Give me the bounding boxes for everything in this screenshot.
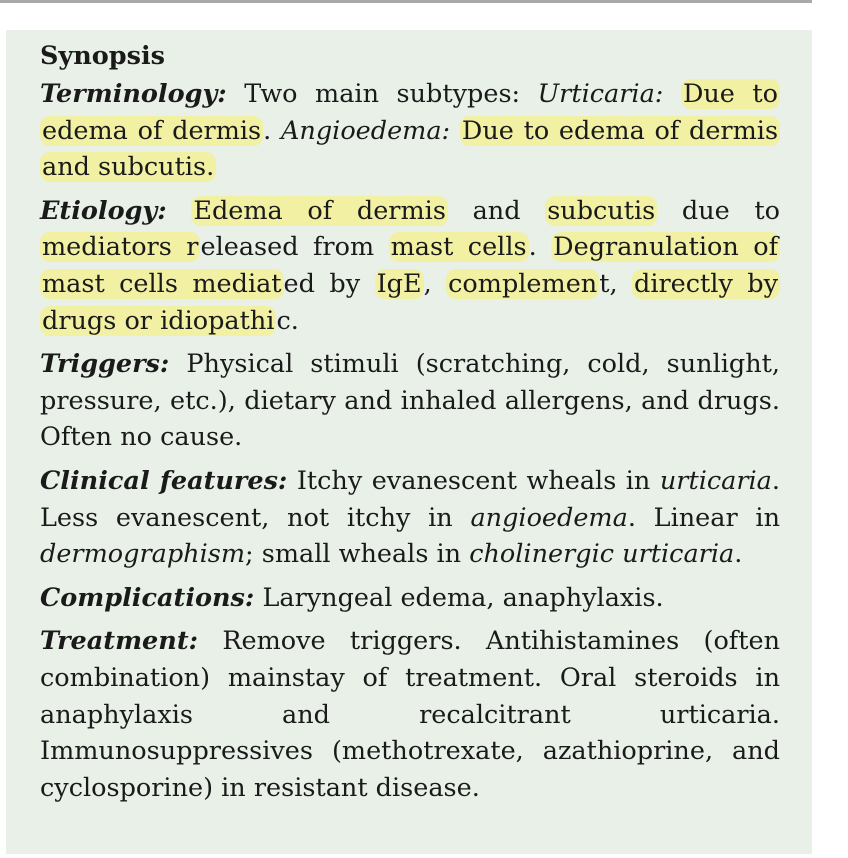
terminology-label: Terminology: <box>40 79 227 109</box>
highlight: subcutis <box>547 195 656 226</box>
etiology-text: , <box>423 268 432 299</box>
clinical-text: . Less evanescent, not itchy in <box>40 465 780 533</box>
etiology-text: and <box>472 195 521 226</box>
highlight: Due to edema of dermis and subcutis. <box>42 115 779 183</box>
urticaria-term: urticaria <box>659 465 772 496</box>
highlight: directly by drugs or idiopathi <box>42 268 779 336</box>
terminology-paragraph <box>40 76 780 186</box>
triggers-paragraph <box>40 346 780 456</box>
cholinergic-urticaria-term: cholinergic urticaria <box>469 539 735 570</box>
clinical-features-paragraph <box>40 463 780 573</box>
terminology-text: . <box>263 115 272 146</box>
highlight: IgE <box>376 268 422 299</box>
top-rule <box>0 0 812 3</box>
etiology-text: eleased from <box>200 232 375 263</box>
treatment-paragraph <box>40 623 780 806</box>
triggers-label: Triggers: <box>40 349 170 380</box>
etiology-label: Etiology: <box>40 195 167 226</box>
complications-text: Laryngeal edema, anaphylaxis. <box>262 582 664 613</box>
highlight: Due to edema of dermis <box>42 79 779 146</box>
etiology-text: ed by <box>283 268 361 299</box>
terminology-text: Two main subtypes: <box>244 79 521 109</box>
etiology-text: t, <box>599 268 618 299</box>
triggers-text: Physical stimuli (scratching, cold, sunlight, pressure, etc.), dietary and inhaled allergens, and drugs. Often no cause. <box>40 349 780 453</box>
highlight: complemen <box>448 268 598 299</box>
urticaria-term: Urticaria: <box>537 79 664 109</box>
clinical-text: . Linear in <box>627 502 780 533</box>
etiology-text: . <box>528 232 537 263</box>
clinical-features-label: Clinical features: <box>40 465 288 496</box>
highlight: mast cells <box>390 232 527 263</box>
angioedema-term: Angioedema: <box>281 115 451 146</box>
highlight: mediators r <box>42 232 199 263</box>
complications-paragraph <box>40 580 780 617</box>
clinical-text: . <box>734 539 743 570</box>
synopsis-content <box>40 38 780 813</box>
angioedema-term: angioedema <box>470 502 628 533</box>
complications-label: Complications: <box>40 582 255 613</box>
synopsis-heading: Synopsis <box>40 41 166 71</box>
treatment-label: Treatment: <box>40 626 199 657</box>
etiology-text: c. <box>276 305 299 336</box>
dermographism-term: dermographism <box>40 539 246 570</box>
clinical-text: ; small wheals in <box>245 539 462 570</box>
etiology-text: due to <box>681 195 781 226</box>
highlight: Edema of dermis <box>193 195 446 226</box>
clinical-text: Itchy evanescent wheals in <box>296 465 651 496</box>
treatment-text: Remove triggers. Antihistamines (often combination) mainstay of treatment. Oral steroids in anaphylaxis and recalcitrant urticaria. Immunosuppressives (methotrexate, azathioprine, and cyclosporine) in resistant disease. <box>40 626 780 803</box>
etiology-paragraph <box>40 193 780 339</box>
highlight: Degranulation of mast cells mediat <box>42 232 779 299</box>
